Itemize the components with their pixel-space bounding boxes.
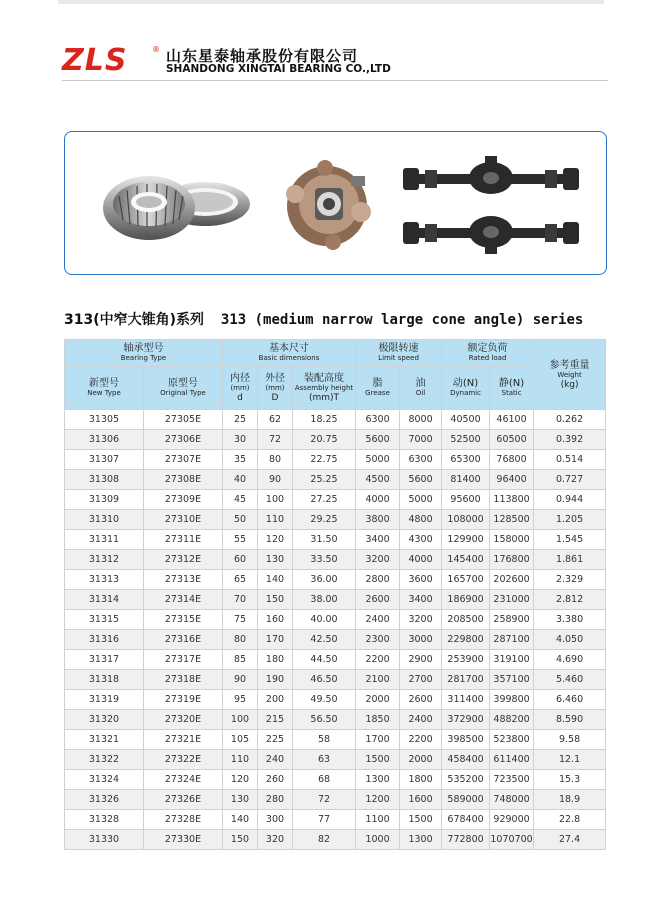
static-load-cell: 929000 bbox=[490, 810, 534, 830]
dynamic-load-cell: 281700 bbox=[442, 670, 490, 690]
table-row bbox=[65, 730, 606, 750]
original-type-cell: 27311E bbox=[144, 530, 223, 550]
new-type-cell: 31313 bbox=[65, 570, 144, 590]
company-name-en: SHANDONG XINGTAI BEARING CO.,LTD bbox=[166, 63, 391, 75]
new-type-cell: 31310 bbox=[65, 510, 144, 530]
original-type-cell: 27317E bbox=[144, 650, 223, 670]
assembly-height-T-cell: 31.50 bbox=[293, 530, 356, 550]
original-type-cell: 27322E bbox=[144, 750, 223, 770]
weight-cell: 15.3 bbox=[534, 770, 606, 790]
oil-speed-cell: 2600 bbox=[400, 690, 442, 710]
assembly-height-T-cell: 36.00 bbox=[293, 570, 356, 590]
grease-speed-cell: 4500 bbox=[356, 470, 400, 490]
original-type-cell: 27324E bbox=[144, 770, 223, 790]
assembly-height-T-cell: 27.25 bbox=[293, 490, 356, 510]
table-row bbox=[65, 770, 606, 790]
original-type-cell: 27312E bbox=[144, 550, 223, 570]
bore-d-cell: 150 bbox=[223, 830, 258, 850]
weight-cell: 4.690 bbox=[534, 650, 606, 670]
bore-d-cell: 105 bbox=[223, 730, 258, 750]
dynamic-load-cell: 52500 bbox=[442, 430, 490, 450]
new-type-cell: 31312 bbox=[65, 550, 144, 570]
original-type-cell: 27321E bbox=[144, 730, 223, 750]
series-title-en: 313 (medium narrow large cone angle) series bbox=[220, 312, 584, 328]
table-row bbox=[65, 590, 606, 610]
original-type-cell: 27308E bbox=[144, 470, 223, 490]
assembly-height-T-cell: 38.00 bbox=[293, 590, 356, 610]
bore-d-cell: 30 bbox=[223, 430, 258, 450]
bore-d-cell: 80 bbox=[223, 630, 258, 650]
original-type-cell: 27313E bbox=[144, 570, 223, 590]
table-row bbox=[65, 530, 606, 550]
bearing-type-header: 轴承型号 Bearing Type bbox=[65, 340, 223, 367]
original-type-cell: 27315E bbox=[144, 610, 223, 630]
bore-d-cell: 65 bbox=[223, 570, 258, 590]
outer-diameter-D-cell: 62 bbox=[258, 410, 293, 430]
bore-d-cell: 60 bbox=[223, 550, 258, 570]
weight-cell: 6.460 bbox=[534, 690, 606, 710]
original-type-cell: 27309E bbox=[144, 490, 223, 510]
dynamic-load-cell: 95600 bbox=[442, 490, 490, 510]
dynamic-load-cell: 129900 bbox=[442, 530, 490, 550]
oil-speed-cell: 1800 bbox=[400, 770, 442, 790]
grease-speed-cell: 1000 bbox=[356, 830, 400, 850]
table-row bbox=[65, 490, 606, 510]
bore-d-cell: 140 bbox=[223, 810, 258, 830]
outer-diameter-D-cell: 215 bbox=[258, 710, 293, 730]
product-photo-panel bbox=[64, 131, 607, 275]
table-row bbox=[65, 810, 606, 830]
bore-d-cell: 35 bbox=[223, 450, 258, 470]
outer-diameter-D-cell: 120 bbox=[258, 530, 293, 550]
oil-speed-cell: 7000 bbox=[400, 430, 442, 450]
grease-speed-cell: 2600 bbox=[356, 590, 400, 610]
weight-cell: 1.861 bbox=[534, 550, 606, 570]
assembly-height-T-cell: 56.50 bbox=[293, 710, 356, 730]
bore-d-cell: 100 bbox=[223, 710, 258, 730]
registered-mark: ® bbox=[152, 45, 160, 54]
static-load-cell: 202600 bbox=[490, 570, 534, 590]
oil-speed-cell: 1600 bbox=[400, 790, 442, 810]
oil-speed-cell: 3600 bbox=[400, 570, 442, 590]
original-type-cell: 27316E bbox=[144, 630, 223, 650]
oil-speed-cell: 3200 bbox=[400, 610, 442, 630]
weight-cell: 3.380 bbox=[534, 610, 606, 630]
assembly-height-T-cell: 72 bbox=[293, 790, 356, 810]
original-type-cell: 27319E bbox=[144, 690, 223, 710]
table-row bbox=[65, 570, 606, 590]
new-type-cell: 31320 bbox=[65, 710, 144, 730]
new-type-header: 新型号 New Type bbox=[65, 367, 144, 410]
table-row bbox=[65, 610, 606, 630]
dynamic-load-cell: 678400 bbox=[442, 810, 490, 830]
grease-speed-cell: 2800 bbox=[356, 570, 400, 590]
bearing-spec-body bbox=[65, 410, 606, 850]
oil-speed-cell: 3000 bbox=[400, 630, 442, 650]
new-type-cell: 31326 bbox=[65, 790, 144, 810]
static-load-cell: 488200 bbox=[490, 710, 534, 730]
grease-speed-cell: 3800 bbox=[356, 510, 400, 530]
weight-cell: 2.329 bbox=[534, 570, 606, 590]
grease-speed-cell: 6300 bbox=[356, 410, 400, 430]
oil-speed-cell: 2200 bbox=[400, 730, 442, 750]
bore-d-cell: 85 bbox=[223, 650, 258, 670]
static-load-cell: 158000 bbox=[490, 530, 534, 550]
weight-cell: 0.392 bbox=[534, 430, 606, 450]
assembly-height-T-cell: 77 bbox=[293, 810, 356, 830]
tapered-roller-bearing-photo bbox=[97, 162, 257, 247]
assembly-height-T-cell: 63 bbox=[293, 750, 356, 770]
limit-speed-header: 极限转速 Limit speed bbox=[356, 340, 442, 367]
bore-d-cell: 45 bbox=[223, 490, 258, 510]
dynamic-load-cell: 108000 bbox=[442, 510, 490, 530]
rated-load-header: 额定负荷 Rated load bbox=[442, 340, 534, 367]
original-type-header: 原型号 Original Type bbox=[144, 367, 223, 410]
dynamic-load-cell: 398500 bbox=[442, 730, 490, 750]
grease-speed-cell: 5000 bbox=[356, 450, 400, 470]
new-type-cell: 31305 bbox=[65, 410, 144, 430]
original-type-cell: 27328E bbox=[144, 810, 223, 830]
oil-speed-cell: 4300 bbox=[400, 530, 442, 550]
assembly-height-T-cell: 49.50 bbox=[293, 690, 356, 710]
oil-speed-cell: 3400 bbox=[400, 590, 442, 610]
oil-speed-cell: 5000 bbox=[400, 490, 442, 510]
original-type-cell: 27318E bbox=[144, 670, 223, 690]
grease-speed-cell: 3400 bbox=[356, 530, 400, 550]
series-title-cn: 313(中窄大锥角)系列 bbox=[64, 312, 205, 328]
grease-speed-cell: 2000 bbox=[356, 690, 400, 710]
bore-d-cell: 75 bbox=[223, 610, 258, 630]
static-load-cell: 357100 bbox=[490, 670, 534, 690]
grease-speed-cell: 3200 bbox=[356, 550, 400, 570]
outer-diameter-header: 外径 (mm) D bbox=[258, 367, 293, 410]
table-row bbox=[65, 690, 606, 710]
new-type-cell: 31318 bbox=[65, 670, 144, 690]
weight-cell: 5.460 bbox=[534, 670, 606, 690]
drive-axle-photo bbox=[401, 152, 581, 257]
weight-cell: 1.205 bbox=[534, 510, 606, 530]
weight-cell: 0.514 bbox=[534, 450, 606, 470]
static-load-cell: 231000 bbox=[490, 590, 534, 610]
basic-dimensions-header: 基本尺寸 Basic dimensions bbox=[223, 340, 356, 367]
outer-diameter-D-cell: 240 bbox=[258, 750, 293, 770]
bore-d-cell: 40 bbox=[223, 470, 258, 490]
grease-speed-cell: 1850 bbox=[356, 710, 400, 730]
differential-assembly-photo bbox=[277, 154, 383, 254]
outer-diameter-D-cell: 280 bbox=[258, 790, 293, 810]
grease-header: 脂 Grease bbox=[356, 367, 400, 410]
outer-diameter-D-cell: 72 bbox=[258, 430, 293, 450]
new-type-cell: 31328 bbox=[65, 810, 144, 830]
weight-cell: 4.050 bbox=[534, 630, 606, 650]
bore-d-cell: 120 bbox=[223, 770, 258, 790]
bore-d-cell: 25 bbox=[223, 410, 258, 430]
assembly-height-T-cell: 22.75 bbox=[293, 450, 356, 470]
outer-diameter-D-cell: 140 bbox=[258, 570, 293, 590]
series-title bbox=[64, 309, 583, 329]
static-load-cell: 399800 bbox=[490, 690, 534, 710]
dynamic-load-cell: 208500 bbox=[442, 610, 490, 630]
oil-speed-cell: 2000 bbox=[400, 750, 442, 770]
outer-diameter-D-cell: 180 bbox=[258, 650, 293, 670]
dynamic-load-cell: 772800 bbox=[442, 830, 490, 850]
dynamic-load-cell: 40500 bbox=[442, 410, 490, 430]
oil-speed-cell: 4000 bbox=[400, 550, 442, 570]
table-row bbox=[65, 750, 606, 770]
table-row bbox=[65, 410, 606, 430]
outer-diameter-D-cell: 225 bbox=[258, 730, 293, 750]
outer-diameter-D-cell: 320 bbox=[258, 830, 293, 850]
bearing-spec-table bbox=[64, 339, 606, 850]
table-row bbox=[65, 550, 606, 570]
oil-speed-cell: 8000 bbox=[400, 410, 442, 430]
bore-d-cell: 110 bbox=[223, 750, 258, 770]
assembly-height-T-cell: 25.25 bbox=[293, 470, 356, 490]
outer-diameter-D-cell: 200 bbox=[258, 690, 293, 710]
outer-diameter-D-cell: 260 bbox=[258, 770, 293, 790]
assembly-height-T-cell: 68 bbox=[293, 770, 356, 790]
new-type-cell: 31324 bbox=[65, 770, 144, 790]
weight-cell: 18.9 bbox=[534, 790, 606, 810]
oil-speed-cell: 5600 bbox=[400, 470, 442, 490]
grease-speed-cell: 5600 bbox=[356, 430, 400, 450]
oil-speed-cell: 2400 bbox=[400, 710, 442, 730]
table-row bbox=[65, 430, 606, 450]
assembly-height-T-cell: 82 bbox=[293, 830, 356, 850]
outer-diameter-D-cell: 130 bbox=[258, 550, 293, 570]
static-load-cell: 523800 bbox=[490, 730, 534, 750]
outer-diameter-D-cell: 100 bbox=[258, 490, 293, 510]
static-load-cell: 128500 bbox=[490, 510, 534, 530]
oil-speed-cell: 2700 bbox=[400, 670, 442, 690]
bore-d-cell: 130 bbox=[223, 790, 258, 810]
grease-speed-cell: 1200 bbox=[356, 790, 400, 810]
new-type-cell: 31308 bbox=[65, 470, 144, 490]
static-load-cell: 113800 bbox=[490, 490, 534, 510]
outer-diameter-D-cell: 170 bbox=[258, 630, 293, 650]
static-load-cell: 723500 bbox=[490, 770, 534, 790]
table-row bbox=[65, 710, 606, 730]
dynamic-load-cell: 253900 bbox=[442, 650, 490, 670]
bore-d-cell: 50 bbox=[223, 510, 258, 530]
new-type-cell: 31306 bbox=[65, 430, 144, 450]
dynamic-load-header: 动(N) Dynamic bbox=[442, 367, 490, 410]
weight-cell: 2.812 bbox=[534, 590, 606, 610]
static-load-cell: 46100 bbox=[490, 410, 534, 430]
assembly-height-T-cell: 44.50 bbox=[293, 650, 356, 670]
weight-cell: 12.1 bbox=[534, 750, 606, 770]
weight-cell: 22.8 bbox=[534, 810, 606, 830]
grease-speed-cell: 1100 bbox=[356, 810, 400, 830]
dynamic-load-cell: 311400 bbox=[442, 690, 490, 710]
bore-d-cell: 90 bbox=[223, 670, 258, 690]
bore-d-cell: 95 bbox=[223, 690, 258, 710]
original-type-cell: 27330E bbox=[144, 830, 223, 850]
static-load-cell: 258900 bbox=[490, 610, 534, 630]
new-type-cell: 31311 bbox=[65, 530, 144, 550]
header-divider bbox=[62, 80, 608, 81]
assembly-height-T-cell: 18.25 bbox=[293, 410, 356, 430]
oil-speed-cell: 1300 bbox=[400, 830, 442, 850]
original-type-cell: 27326E bbox=[144, 790, 223, 810]
grease-speed-cell: 2300 bbox=[356, 630, 400, 650]
outer-diameter-D-cell: 150 bbox=[258, 590, 293, 610]
new-type-cell: 31322 bbox=[65, 750, 144, 770]
grease-speed-cell: 1300 bbox=[356, 770, 400, 790]
company-header bbox=[62, 36, 608, 80]
table-row bbox=[65, 630, 606, 650]
outer-diameter-D-cell: 110 bbox=[258, 510, 293, 530]
table-row bbox=[65, 650, 606, 670]
oil-header: 油 Oil bbox=[400, 367, 442, 410]
static-load-cell: 76800 bbox=[490, 450, 534, 470]
dynamic-load-cell: 165700 bbox=[442, 570, 490, 590]
oil-speed-cell: 6300 bbox=[400, 450, 442, 470]
original-type-cell: 27310E bbox=[144, 510, 223, 530]
grease-speed-cell: 4000 bbox=[356, 490, 400, 510]
assembly-height-T-cell: 33.50 bbox=[293, 550, 356, 570]
assembly-height-T-cell: 46.50 bbox=[293, 670, 356, 690]
weight-header: 参考重量 Weight (kg) bbox=[534, 340, 606, 410]
outer-diameter-D-cell: 90 bbox=[258, 470, 293, 490]
outer-diameter-D-cell: 80 bbox=[258, 450, 293, 470]
assembly-height-T-cell: 29.25 bbox=[293, 510, 356, 530]
bore-d-cell: 70 bbox=[223, 590, 258, 610]
oil-speed-cell: 2900 bbox=[400, 650, 442, 670]
table-row bbox=[65, 830, 606, 850]
oil-speed-cell: 4800 bbox=[400, 510, 442, 530]
original-type-cell: 27314E bbox=[144, 590, 223, 610]
weight-cell: 1.545 bbox=[534, 530, 606, 550]
new-type-cell: 31315 bbox=[65, 610, 144, 630]
assembly-height-T-cell: 42.50 bbox=[293, 630, 356, 650]
static-load-cell: 60500 bbox=[490, 430, 534, 450]
grease-speed-cell: 1500 bbox=[356, 750, 400, 770]
weight-cell: 9.58 bbox=[534, 730, 606, 750]
dynamic-load-cell: 65300 bbox=[442, 450, 490, 470]
company-name-cn: 山东星泰轴承股份有限公司 bbox=[166, 47, 359, 65]
table-row bbox=[65, 510, 606, 530]
dynamic-load-cell: 535200 bbox=[442, 770, 490, 790]
table-row bbox=[65, 790, 606, 810]
grease-speed-cell: 2400 bbox=[356, 610, 400, 630]
oil-speed-cell: 1500 bbox=[400, 810, 442, 830]
assembly-height-T-cell: 40.00 bbox=[293, 610, 356, 630]
new-type-cell: 31314 bbox=[65, 590, 144, 610]
company-logo: ZLS bbox=[62, 43, 128, 78]
table-row bbox=[65, 470, 606, 490]
grease-speed-cell: 2100 bbox=[356, 670, 400, 690]
static-load-cell: 319100 bbox=[490, 650, 534, 670]
weight-cell: 0.262 bbox=[534, 410, 606, 430]
dynamic-load-cell: 372900 bbox=[442, 710, 490, 730]
new-type-cell: 31319 bbox=[65, 690, 144, 710]
weight-cell: 27.4 bbox=[534, 830, 606, 850]
dynamic-load-cell: 186900 bbox=[442, 590, 490, 610]
new-type-cell: 31307 bbox=[65, 450, 144, 470]
original-type-cell: 27305E bbox=[144, 410, 223, 430]
grease-speed-cell: 2200 bbox=[356, 650, 400, 670]
static-load-cell: 1070700 bbox=[490, 830, 534, 850]
weight-cell: 0.944 bbox=[534, 490, 606, 510]
static-load-cell: 176800 bbox=[490, 550, 534, 570]
new-type-cell: 31321 bbox=[65, 730, 144, 750]
static-load-header: 静(N) Static bbox=[490, 367, 534, 410]
assembly-height-T-cell: 20.75 bbox=[293, 430, 356, 450]
static-load-cell: 96400 bbox=[490, 470, 534, 490]
original-type-cell: 27307E bbox=[144, 450, 223, 470]
table-row bbox=[65, 670, 606, 690]
weight-cell: 8.590 bbox=[534, 710, 606, 730]
outer-diameter-D-cell: 190 bbox=[258, 670, 293, 690]
top-bar bbox=[58, 0, 604, 4]
assembly-height-T-cell: 58 bbox=[293, 730, 356, 750]
static-load-cell: 748000 bbox=[490, 790, 534, 810]
original-type-cell: 27306E bbox=[144, 430, 223, 450]
grease-speed-cell: 1700 bbox=[356, 730, 400, 750]
weight-cell: 0.727 bbox=[534, 470, 606, 490]
static-load-cell: 611400 bbox=[490, 750, 534, 770]
new-type-cell: 31317 bbox=[65, 650, 144, 670]
dynamic-load-cell: 81400 bbox=[442, 470, 490, 490]
dynamic-load-cell: 589000 bbox=[442, 790, 490, 810]
table-row bbox=[65, 450, 606, 470]
bore-d-cell: 55 bbox=[223, 530, 258, 550]
dynamic-load-cell: 145400 bbox=[442, 550, 490, 570]
outer-diameter-D-cell: 300 bbox=[258, 810, 293, 830]
dynamic-load-cell: 229800 bbox=[442, 630, 490, 650]
new-type-cell: 31309 bbox=[65, 490, 144, 510]
original-type-cell: 27320E bbox=[144, 710, 223, 730]
static-load-cell: 287100 bbox=[490, 630, 534, 650]
outer-diameter-D-cell: 160 bbox=[258, 610, 293, 630]
bore-header: 内径 (mm) d bbox=[223, 367, 258, 410]
assembly-height-header: 装配高度 Assembly height (mm)T bbox=[293, 367, 356, 410]
dynamic-load-cell: 458400 bbox=[442, 750, 490, 770]
new-type-cell: 31316 bbox=[65, 630, 144, 650]
new-type-cell: 31330 bbox=[65, 830, 144, 850]
